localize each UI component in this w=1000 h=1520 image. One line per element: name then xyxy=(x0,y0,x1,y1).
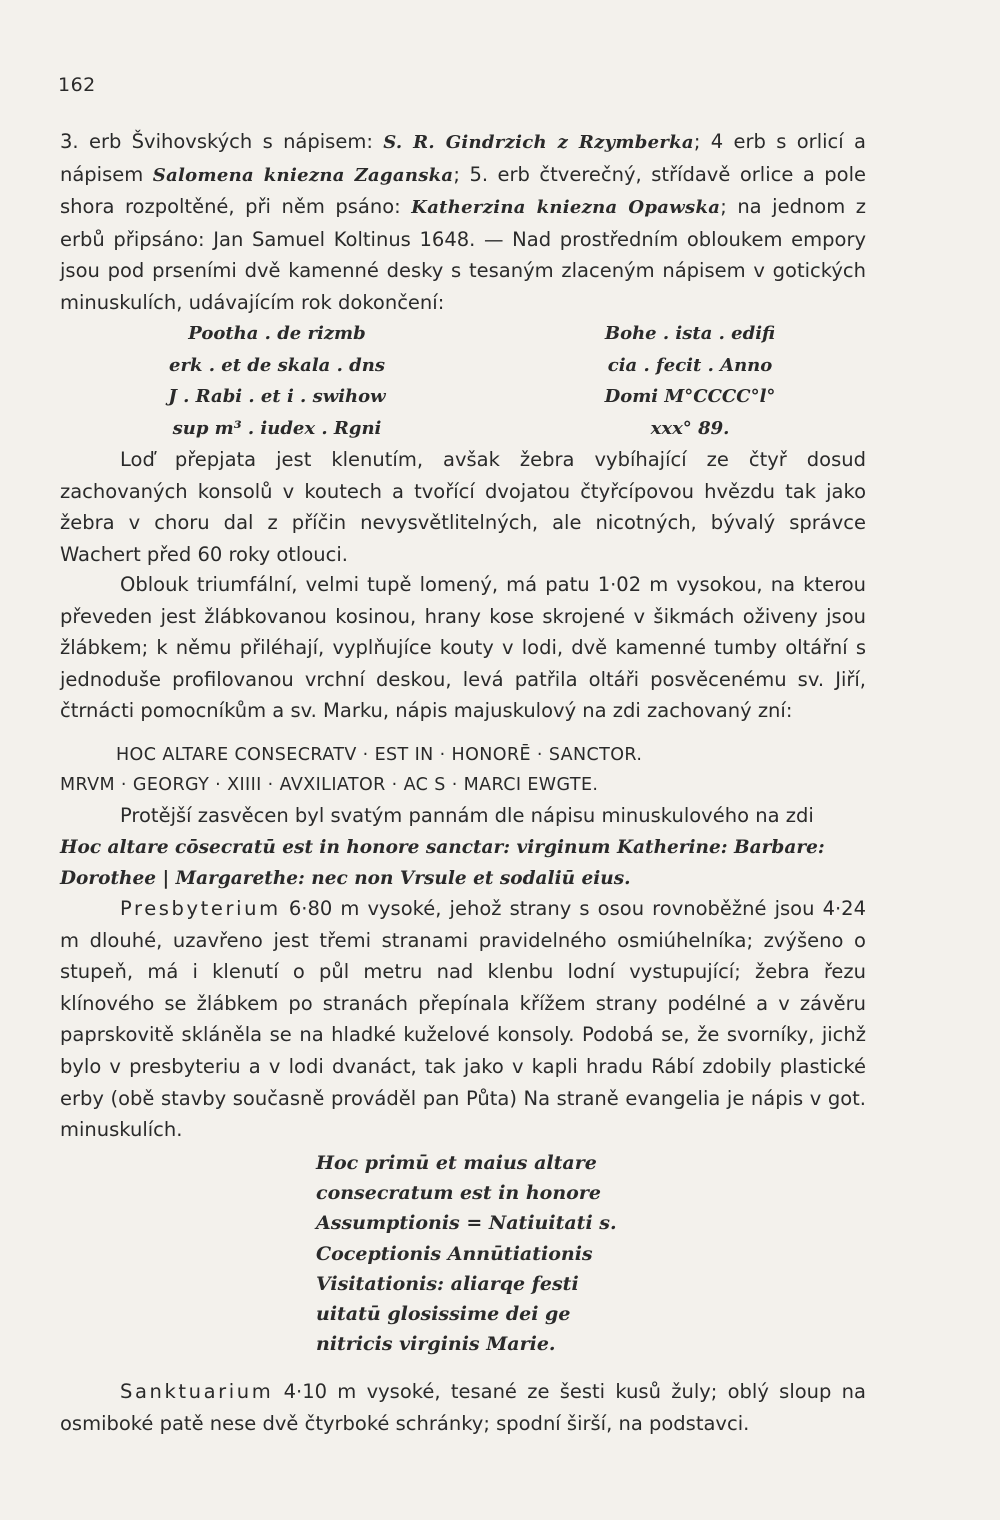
p1-text-c: ; 4 erb s orlicí a nápisem xyxy=(60,130,866,186)
minuscule-line: consecratum est in honore xyxy=(316,1182,601,1205)
blackletter-inscription-1: S. R. Gindrzich z Rzymberka xyxy=(383,132,694,153)
paragraph-presbytery xyxy=(60,893,866,1146)
majuscule-line: MRVM · GEORGY · XIIII · AVXILIATOR · AC S · MARCI EWGTE. xyxy=(60,775,599,795)
inscription-right-line: Domi M°CCCC°l° xyxy=(604,386,776,407)
page-number: 162 xyxy=(58,74,96,96)
inscription-right-line: Bohe . ista . edifi xyxy=(604,323,776,344)
minuscule-line: nitricis virginis Marie. xyxy=(316,1333,556,1356)
minuscule-line: uitatū glosissime dei ge xyxy=(316,1303,571,1326)
minuscule-line: Hoc altare cōsecratū est in honore sanctar: virginum Katherine: Barbare: xyxy=(60,836,825,858)
minuscule-inscription-virgins xyxy=(60,800,866,895)
presbytery-text: 6·80 m vysoké, jehož strany s osou rovnoběžné jsou 4·24 m dlouhé, uzavřeno jest třemi stranami pravidelného osmiúhelníka; zvýšeno o stupeň, má i klenutí o půl metru nad klenbu lodní vystupující; žebra řezu klínového se žlábkem po stranách přepínala křížem strany podélné a v závěru paprskovitě skláněla se na hladké kuželové konsoly. Podobá se, že svorníky, jichž bylo v presbyteriu a v lodi dvanáct, tak jako v kapli hradu Rábí zdobily plastické erby (obě stavby současně prováděl pan Půta) Na straně evangelia je nápis v got. minuskulích. xyxy=(60,897,866,1142)
inscription-left-line: sup m³ . iudex . Rgni xyxy=(172,417,382,439)
inscription-left-column xyxy=(112,318,442,444)
paragraph-coats-of-arms xyxy=(60,126,866,319)
paragraph-nave: Loď přepjata jest klenutím, avšak žebra vybíhající ze čtyř dosud zachovaných konsolů v koutech a tvořící dvojatou čtyřcípovou hvězdu tak jako žebra v choru dal z příčin nevysvětlitelných, ale nicotných, bývalý správce Wachert před 60 roky otlouci. xyxy=(60,448,866,566)
minuscule-line: Hoc primū et maius altare xyxy=(316,1152,597,1174)
paragraph-opposite-altar: Protější zasvěcen byl svatým pannám dle nápisu minuskulového na zdi xyxy=(120,804,814,827)
inscription-right-line: xxx° 89. xyxy=(650,417,730,439)
blackletter-inscription-2: Salomena kniezna Zaganska xyxy=(152,164,454,186)
minuscule-line: Coceptionis Annūtiationis xyxy=(316,1242,593,1265)
inscription-right-column xyxy=(540,318,840,444)
paragraph-triumphal-arch: Oblouk triumfální, velmi tupě lomený, má patu 1·02 m vysokou, na kterou převeden jest žlábkovanou kosinou, hrany kose skrojené v šikmách oživeny jsou žlábkem; k němu přiléhají, vyplňujíce kouty v lodi, dvě kamenné tumby oltářní s jednoduše profilovanou vrchní deskou, levá patřila oltáři posvěcenému sv. Jiří, čtrnácti pomocníkům a sv. Marku, nápis majuskulový na zdi zachovaný zní: xyxy=(60,573,866,723)
minuscule-inscription-gospel xyxy=(316,1148,617,1359)
inscription-right-line: cia . fecit . Anno xyxy=(607,354,773,376)
term-presbyterium: Presbyterium xyxy=(120,897,281,920)
p1-text-e: ; 5. erb čtverečný, střídavě orlice a pole shora rozpoltěné, při něm psáno: xyxy=(60,162,866,219)
inscription-left-line: J . Rabi . et i . swihow xyxy=(168,386,386,407)
inscription-left-line: Pootha . de rizmb xyxy=(188,323,366,344)
term-sanktuarium: Sanktuarium xyxy=(120,1380,274,1403)
blackletter-inscription-3: Katherzina kniezna Opawska xyxy=(411,197,721,219)
sanctuary-text: 4·10 m vysoké, tesané ze šesti kusů žuly; oblý sloup na osmiboké patě nese dvě čtyrboké schránky; spodní širší, na podstavci. xyxy=(60,1380,866,1435)
majuscule-line: HOC ALTARE CONSECRATV · EST IN · HONORĒ · SANCTOR. xyxy=(116,745,643,765)
p1-text-g: ; na jednom z erbů připsáno: Jan Samuel Koltinus 1648. — Nad prostředním obloukem empory jsou pod prseními dvě kamenné desky s tesaným zlaceným nápisem v gotických minuskulích, udávajícím rok dokončení: xyxy=(60,195,866,314)
inscription-left-line: erk . et de skala . dns xyxy=(169,354,385,376)
minuscule-line: Visitationis: aliarqe festi xyxy=(316,1272,579,1295)
minuscule-line: Dorothee | Margarethe: nec non Vrsule et sodaliū eius. xyxy=(60,868,631,890)
paragraph-sanctuary xyxy=(60,1376,866,1439)
minuscule-line: Assumptionis = Natiuitati s. xyxy=(316,1212,617,1235)
p1-text-a: 3. erb Švihovských s nápisem: xyxy=(60,130,384,153)
majuscule-inscription xyxy=(60,740,866,800)
